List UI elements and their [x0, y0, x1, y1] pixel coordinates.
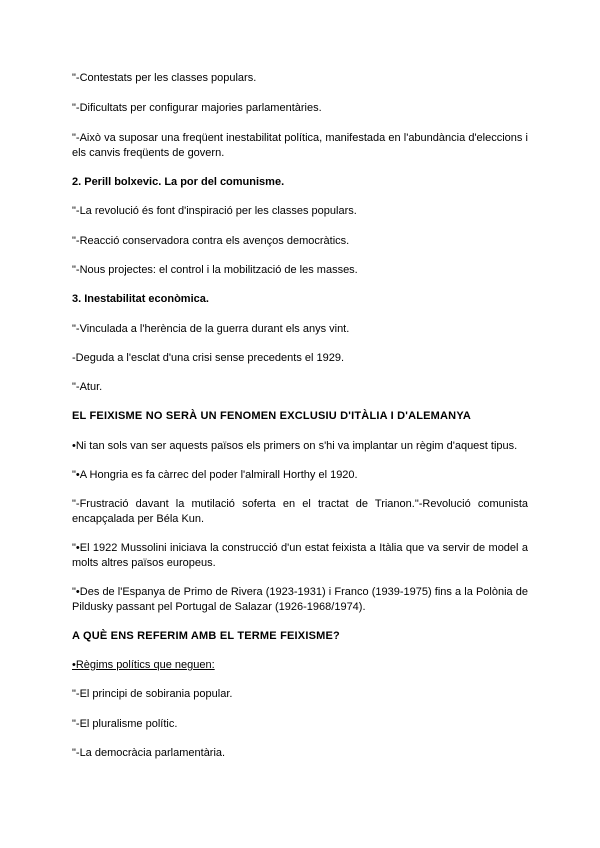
- paragraph-inestabilitat-politica: "-Això va suposar una freqüent inestabilitat política, manifestada en l'abundància d'eleccions i els canvis freqüents de govern.: [72, 132, 528, 159]
- paragraph-sobirania-popular: "-El principi de sobirania popular.: [72, 688, 233, 700]
- paragraph-reaccio-conservadora: "-Reacció conservadora contra els avenços democràtics.: [72, 235, 350, 247]
- paragraph-mussolini: "•El 1922 Mussolini iniciava la construcció d'un estat feixista a Itàlia que va servir de model a molts altres països europeus.: [72, 542, 528, 569]
- paragraph-nous-projectes: "-Nous projectes: el control i la mobilització de les masses.: [72, 264, 358, 276]
- paragraph-herencia-guerra: "-Vinculada a l'herència de la guerra durant els anys vint.: [72, 323, 350, 335]
- paragraph-espanya-polonia-portugal: "•Des de l'Espanya de Primo de Rivera (1923-1931) i Franco (1939-1975) fins a la Polònia de Pildusky passant pel Portugal de Salazar (1926-1968/1974).: [72, 586, 528, 613]
- paragraph-hongria: "•A Hongria es fa càrrec del poder l'almirall Horthy el 1920.: [72, 469, 358, 481]
- section-heading-feixisme-no-exclusiu: EL FEIXISME NO SERÀ UN FENOMEN EXCLUSIU D'ITÀLIA I D'ALEMANYA: [72, 410, 471, 422]
- paragraph-contestats: "-Contestats per les classes populars.: [72, 72, 257, 84]
- paragraph-pluralisme-politic: "-El pluralisme polític.: [72, 718, 178, 730]
- paragraph-ni-tan-sols: •Ni tan sols van ser aquests països els primers on s'hi va implantar un règim d'aquest tipus.: [72, 440, 518, 452]
- paragraph-dificultats: "-Dificultats per configurar majories parlamentàries.: [72, 102, 322, 114]
- section-heading-perill-bolxevic: 2. Perill bolxevic. La por del comunisme.: [72, 176, 285, 188]
- paragraph-atur: "-Atur.: [72, 381, 103, 393]
- paragraph-revolucio-inspiracio: "-La revolució és font d'inspiració per les classes populars.: [72, 205, 357, 217]
- section-heading-terme-feixisme: A QUÈ ENS REFERIM AMB EL TERME FEIXISME?: [72, 630, 340, 642]
- paragraph-trianon: "-Frustració davant la mutilació soferta en el tractat de Trianon."-Revolució comunista encapçalada per Béla Kun.: [72, 498, 528, 525]
- paragraph-crisi-1929: -Deguda a l'esclat d'una crisi sense precedents el 1929.: [72, 352, 345, 364]
- paragraph-democracia-parlamentaria: "-La democràcia parlamentària.: [72, 747, 226, 759]
- paragraph-regims-politics: •Règims polítics que neguen:: [72, 659, 215, 671]
- section-heading-inestabilitat-economica: 3. Inestabilitat econòmica.: [72, 293, 209, 305]
